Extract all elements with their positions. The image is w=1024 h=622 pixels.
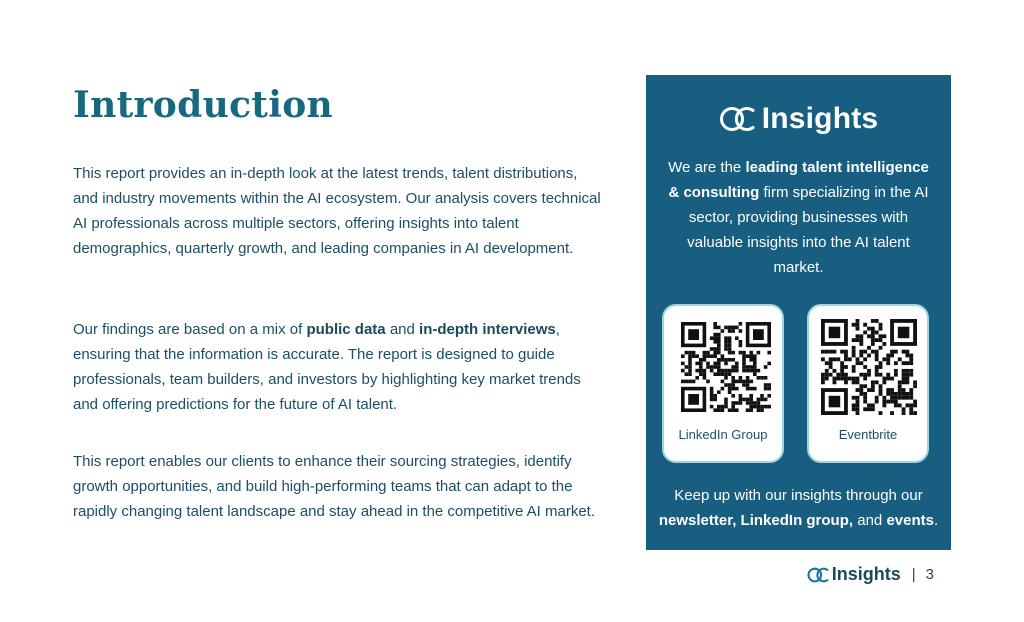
page-footer bbox=[807, 564, 934, 585]
page-number: 3 bbox=[925, 566, 934, 583]
follow-text: and bbox=[853, 512, 887, 529]
events-emphasis: events bbox=[886, 512, 934, 529]
brand-mark-icon bbox=[719, 104, 759, 134]
follow-text: Keep up with our insights through our bbox=[674, 487, 923, 504]
intro-paragraph-3: This report enables our clients to enhance their sourcing strategies, identify growth opportunities, and build high-performing teams that can adapt to the rapidly changing talent landscape and stay ahead in the competitive AI market. bbox=[73, 453, 595, 520]
follow-us-text bbox=[654, 483, 943, 533]
eventbrite-qr-card[interactable] bbox=[807, 304, 929, 463]
channels-emphasis: newsletter, LinkedIn group, bbox=[658, 512, 854, 529]
description-text: firm specializing in the AI sector, providing businesses with valuable insights into the AI talent market. bbox=[687, 184, 929, 276]
follow-text: . bbox=[933, 512, 939, 529]
eventbrite-qr-code-icon bbox=[821, 319, 917, 415]
paragraph-text: Our findings are based on a mix of bbox=[73, 321, 307, 338]
brand-name: Insights bbox=[761, 102, 879, 135]
interviews-emphasis: in-depth interviews bbox=[419, 321, 556, 338]
paragraph-text: and bbox=[385, 321, 420, 338]
footer-brand-mark-icon bbox=[807, 566, 831, 584]
intro-paragraph-2 bbox=[73, 317, 603, 417]
linkedin-qr-card[interactable] bbox=[662, 304, 784, 463]
paragraph-text: , ensuring that the information is accurate. The report is designed to guide professionals, team builders, and investors by highlighting key market trends and offering predictions for the future of AI talent. bbox=[73, 321, 581, 413]
footer-brand-name: Insights bbox=[831, 564, 901, 584]
public-data-emphasis: public data bbox=[306, 321, 386, 338]
page-title: Introduction bbox=[73, 84, 333, 126]
company-description bbox=[662, 155, 935, 280]
footer-separator: | bbox=[911, 566, 916, 583]
company-logo bbox=[646, 102, 951, 136]
description-text: We are the bbox=[668, 159, 746, 176]
intro-paragraph-1: This report provides an in-depth look at the latest trends, talent distributions, and industry movements within the AI ecosystem. Our analysis covers technical AI professionals across multiple sectors, offering insights into talent demographics, quarterly growth, and leading companies in AI development. bbox=[73, 165, 601, 257]
linkedin-qr-code-icon bbox=[681, 322, 771, 412]
description-emphasis: leading talent intelligence & consulting bbox=[668, 159, 929, 201]
company-info-panel bbox=[646, 75, 951, 550]
linkedin-qr-label: LinkedIn Group bbox=[678, 427, 768, 442]
eventbrite-qr-label: Eventbrite bbox=[838, 427, 898, 442]
